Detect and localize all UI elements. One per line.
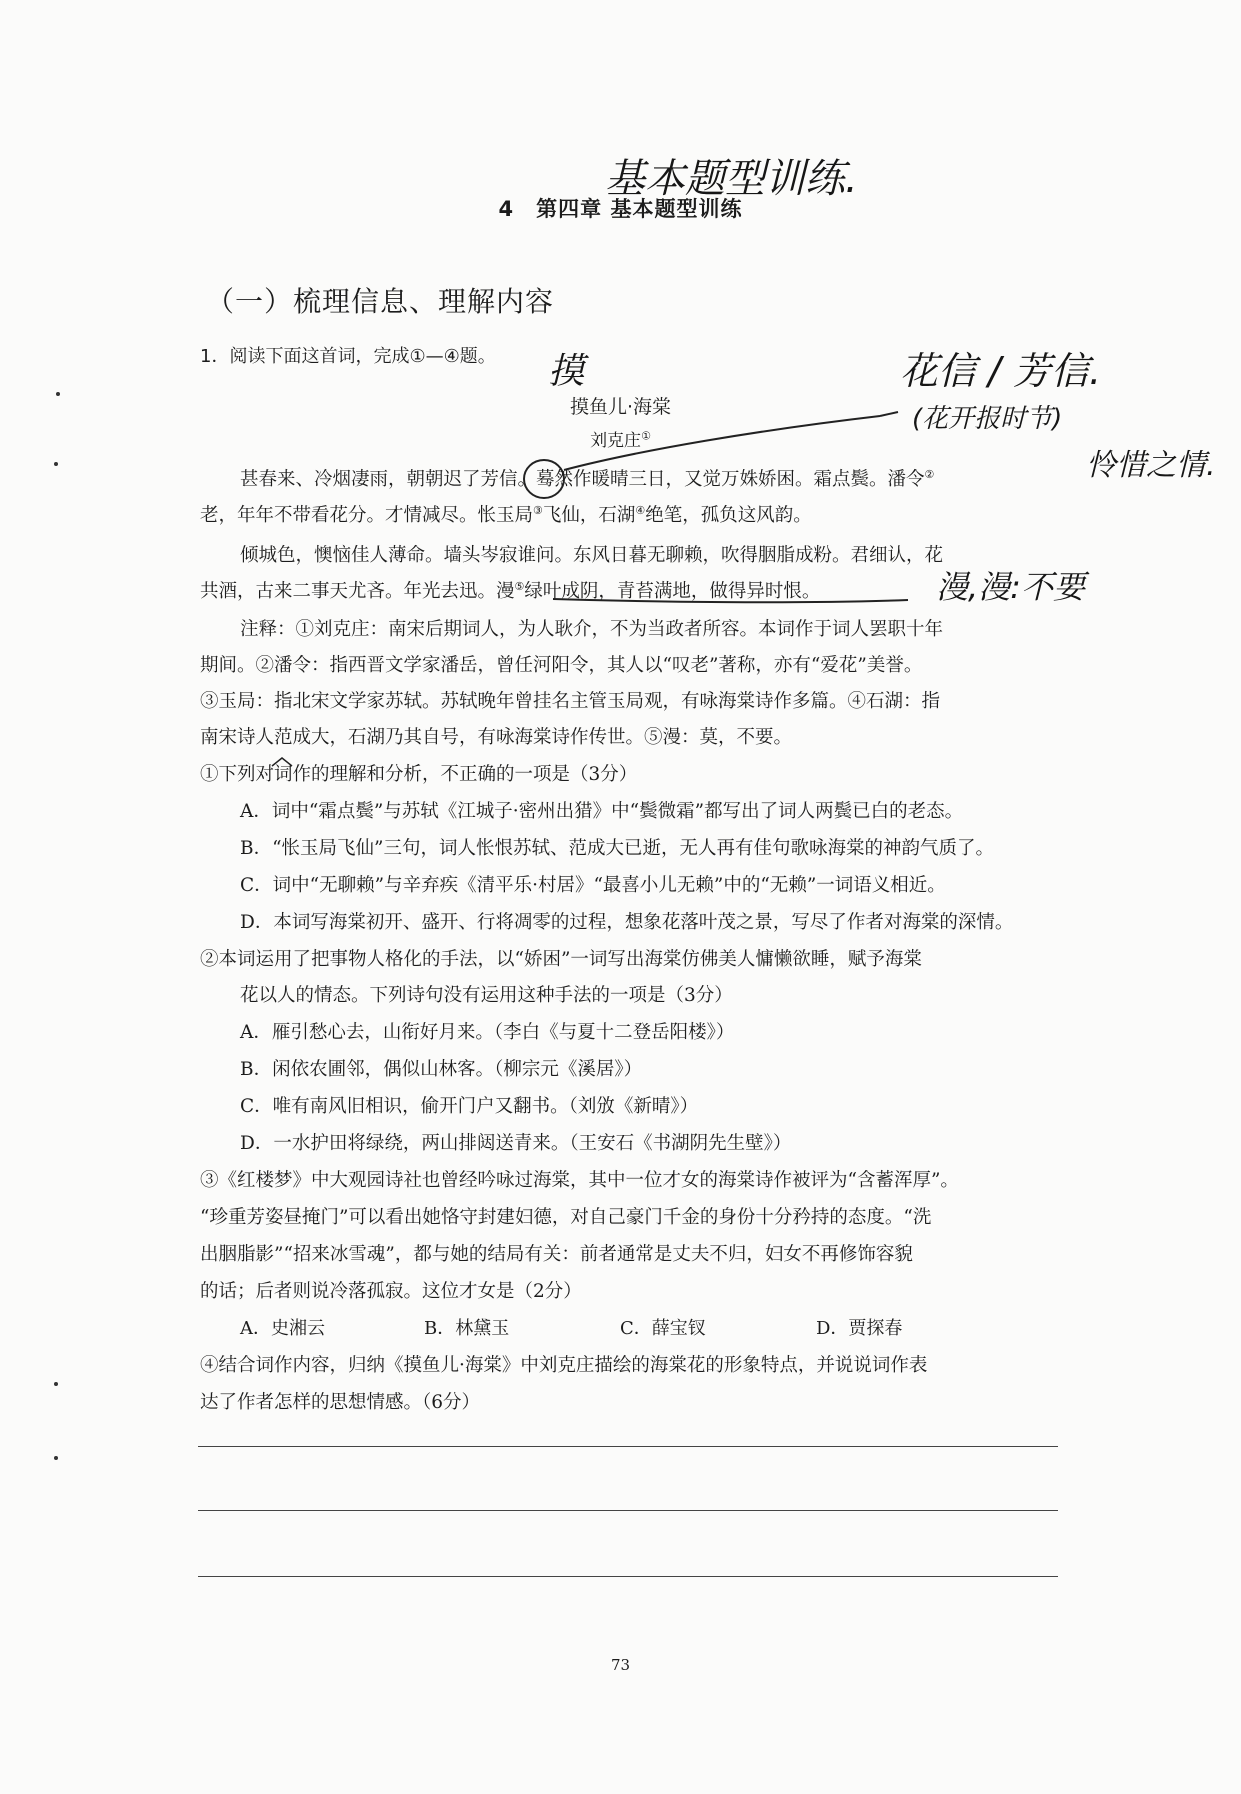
- handwritten-fangxin: 花信 / 芳信.: [900, 349, 1102, 393]
- chapter-title: 4 第四章 基本题型训练: [498, 197, 743, 221]
- note-line-4: 南宋诗人范成大，石湖乃其自号，有咏海棠诗作传世。⑤漫：莫，不要。: [200, 727, 793, 748]
- q1-option-c: C．词中“无聊赖”与辛弃疾《清平乐·村居》“最喜小儿无赖”中的“无赖”一词语义相近。: [240, 875, 946, 896]
- poem-line-4: 共酒，古来二事天尤吝。年光去迅。漫⑤绿叶成阴，青苔满地，做得异时恨。: [200, 579, 821, 602]
- note-line-1: 注释：①刘克庄：南宋后期词人，为人耿介，不为当政者所容。本词作于词人罢职十年: [240, 619, 944, 640]
- poem-line-1: 甚春来、冷烟凄雨，朝朝迟了芳信。蓦然作暖晴三日，又觉万姝娇困。霜点鬓。潘令②: [240, 467, 935, 490]
- page-number: 73: [610, 1656, 631, 1674]
- answer-line-2[interactable]: [198, 1510, 1058, 1511]
- q3-line-4: 的话；后者则说冷落孤寂。这位才女是（2分）: [200, 1281, 582, 1302]
- q1-option-a: A．词中“霜点鬓”与苏轼《江城子·密州出猎》中“鬓微霜”都写出了词人两鬓已白的老态。: [240, 801, 964, 822]
- question-intro: 1．阅读下面这首词，完成①—④题。: [200, 346, 496, 367]
- answer-line-3[interactable]: [198, 1576, 1058, 1577]
- answer-line-1[interactable]: [198, 1446, 1058, 1447]
- note-line-2: 期间。②潘令：指西晋文学家潘岳，曾任河阳令，其人以“叹老”著称，亦有“爱花”美誉。: [200, 655, 923, 676]
- poem-author: 刘克庄①: [590, 429, 651, 451]
- q1-option-d: D．本词写海棠初开、盛开、行将凋零的过程，想象花落叶茂之景，写尽了作者对海棠的深情。: [240, 912, 1014, 933]
- q3-line-1: ③《红楼梦》中大观园诗社也曾经吟咏过海棠，其中一位才女的海棠诗作被评为“含蓄浑厚”。: [200, 1170, 959, 1191]
- handwritten-lianxi: 怜惜之情.: [1086, 448, 1216, 483]
- q2-option-d: D．一水护田将绿绕，两山排闼送青来。（王安石《书湖阴先生壁》）: [240, 1133, 792, 1154]
- q2-stem-2: 花以人的情态。下列诗句没有运用这种手法的一项是（3分）: [240, 985, 733, 1006]
- q1-stem: ①下列对词作的理解和分析，不正确的一项是（3分）: [200, 764, 638, 785]
- handwritten-title: 基本题型训练.: [605, 156, 858, 202]
- q4-line-1: ④结合词作内容，归纳《摸鱼儿·海棠》中刘克庄描绘的海棠花的形象特点，并说说词作表: [200, 1355, 928, 1376]
- q2-option-a: A．雁引愁心去，山衔好月来。（李白《与夏十二登岳阳楼》）: [240, 1022, 735, 1043]
- q4-line-2: 达了作者怎样的思想情感。（6分）: [200, 1392, 481, 1413]
- q3-option-b: B．林黛玉: [424, 1318, 510, 1339]
- handwritten-paren: (花开报时节): [912, 404, 1063, 434]
- poem-title: 摸鱼儿·海棠: [569, 396, 672, 418]
- q3-line-3: 出胭脂影”“招来冰雪魂”，都与她的结局有关：前者通常是丈夫不归，妇女不再修饰容貌: [200, 1244, 913, 1265]
- q3-option-a: A．史湘云: [240, 1318, 325, 1339]
- section-heading: （一）梳理信息、理解内容: [206, 285, 555, 318]
- q3-option-c: C．薛宝钗: [620, 1318, 706, 1339]
- handwritten-mo: 摸: [548, 351, 585, 392]
- q2-option-b: B．闲依农圃邻，偶似山林客。（柳宗元《溪居》）: [240, 1059, 643, 1080]
- note-line-3: ③玉局：指北宋文学家苏轼。苏轼晚年曾挂名主管玉局观，有咏海棠诗作多篇。④石湖：指: [200, 691, 941, 712]
- poem-line-2: 老，年年不带看花分。才情减尽。怅玉局③飞仙，石湖④绝笔，孤负这风韵。: [200, 503, 812, 526]
- handwritten-man: 漫,漫:不要: [936, 568, 1085, 606]
- q2-stem-1: ②本词运用了把事物人格化的手法，以“娇困”一词写出海棠仿佛美人慵懒欲睡，赋予海棠: [200, 949, 922, 970]
- q2-option-c: C．唯有南风旧相识，偷开门户又翻书。（刘攽《新晴》）: [240, 1096, 699, 1117]
- q3-option-d: D．贾探春: [816, 1318, 903, 1339]
- q3-line-2: “珍重芳姿昼掩门”可以看出她恪守封建妇德，对自己豪门千金的身份十分矜持的态度。“洗: [200, 1207, 932, 1228]
- q1-option-b: B．“怅玉局飞仙”三句，词人怅恨苏轼、范成大已逝，无人再有佳句歌咏海棠的神韵气质了。: [240, 838, 995, 859]
- poem-line-3: 倾城色，懊恼佳人薄命。墙头岑寂谁问。东风日暮无聊赖，吹得胭脂成粉。君细认，花: [240, 545, 944, 566]
